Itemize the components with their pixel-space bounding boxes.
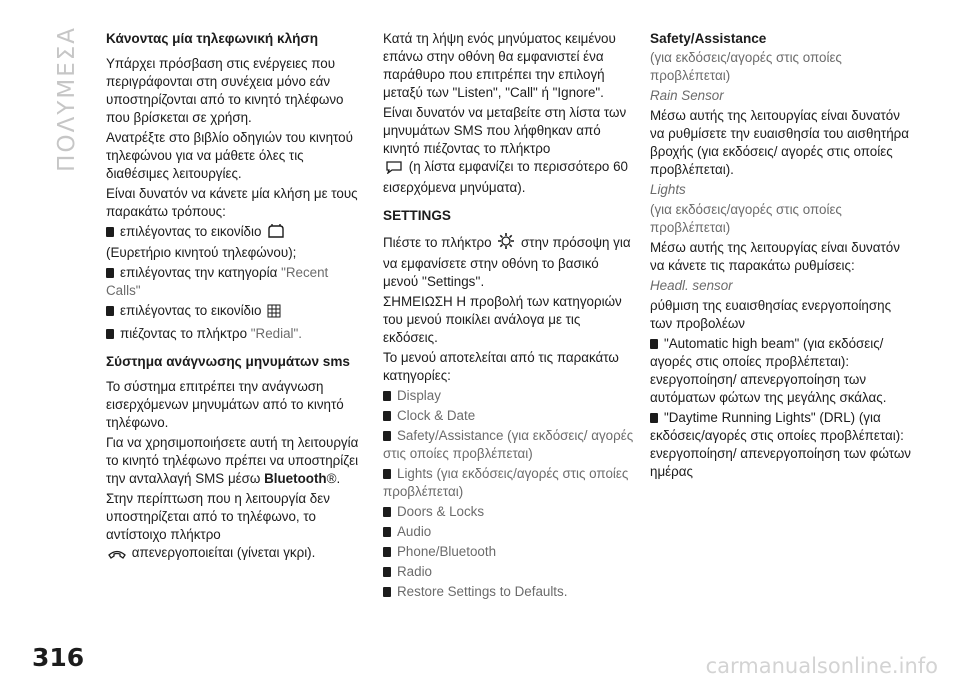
list-item-value: "Recent Calls"	[106, 265, 329, 298]
settings-category-item	[383, 563, 635, 581]
settings-category-label: Display	[397, 388, 441, 403]
checkbox-bullet-icon	[383, 567, 391, 577]
paragraph: (για εκδόσεις/αγορές στις οποίες προβλέπεται)	[650, 202, 842, 235]
end-call-icon	[108, 547, 126, 565]
section-side-title: ΠΟΛΥΜΕΣΑ	[54, 26, 80, 172]
paragraph: Κατά τη λήψη ενός μηνύματος κειμένου επάνω στην οθόνη θα εμφανιστεί ένα παράθυρο που επιτρέπει την επιλογή μεταξύ των "Listen", "Call" ή "Ignore".	[383, 31, 616, 100]
settings-category-item	[383, 503, 635, 521]
checkbox-bullet-icon	[383, 587, 391, 597]
recent-calls-grid-icon	[267, 304, 281, 323]
list-item-text: επιλέγοντας την κατηγορία	[120, 265, 278, 280]
heading-settings: SETTINGS	[383, 208, 451, 223]
checkbox-bullet-icon	[383, 469, 391, 479]
paragraph: Είναι δυνατόν να μεταβείτε στη λίστα των μηνυμάτων SMS που λήφθηκαν από κινητό πιέζοντας το πλήκτρο (η λίστα εμφανίζει το περισσότερο 60 εισερχόμενα μηνύματα).	[383, 105, 628, 195]
phonebook-icon	[267, 223, 285, 244]
settings-category-label: Safety/Assistance (για εκδόσεις/ αγορές στις οποίες προβλέπεται)	[383, 428, 634, 461]
paragraph: Πιέστε το πλήκτρο στην πρόσοψη για να εμφανίσετε στην οθόνη το βασικό μενού ''Settings''.	[383, 232, 635, 291]
settings-category-label: Radio	[397, 564, 432, 579]
checkbox-bullet-icon	[383, 411, 391, 421]
heading-sms-reader: Σύστημα ανάγνωσης μηνυμάτων sms	[106, 354, 350, 369]
list-item-value: "Redial".	[250, 326, 302, 341]
settings-category-item	[383, 427, 635, 463]
settings-category-label: Doors & Locks	[397, 504, 485, 519]
bluetooth-text: Bluetooth	[264, 471, 327, 486]
settings-category-label: Lights (για εκδόσεις/αγορές στις οποίες προβλέπεται)	[383, 466, 629, 499]
settings-category-item	[383, 543, 635, 561]
list-item	[106, 264, 366, 300]
column-2	[383, 30, 635, 603]
paragraph: Είναι δυνατόν να κάνετε μία κλήση με τους παρακάτω τρόπους:	[106, 186, 358, 219]
settings-category-label: Audio	[397, 524, 432, 539]
list-item	[106, 223, 366, 262]
settings-category-label: Phone/Bluetooth	[397, 544, 497, 559]
paragraph: Ανατρέξτε στο βιβλίο οδηγιών του κινητού τηλεφώνου για να μάθετε όλες τις διαθέσιμες λειτουργίες.	[106, 130, 353, 181]
list-item-text: επιλέγοντας το εικονίδιο	[120, 303, 262, 318]
heading-safety-assistance: Safety/Assistance	[650, 31, 767, 46]
menu-item-headl-sensor: Headl. sensor	[650, 278, 733, 293]
checkbox-bullet-icon	[383, 507, 391, 517]
checkbox-bullet-icon	[383, 547, 391, 557]
watermark: carmanualsonline.info	[705, 654, 938, 678]
checkbox-bullet-icon	[650, 413, 658, 423]
settings-gear-icon	[497, 232, 515, 255]
list-item-text: επιλέγοντας το εικονίδιο	[120, 224, 262, 239]
menu-item-lights: Lights	[650, 182, 686, 197]
list-item	[106, 325, 366, 343]
checkbox-bullet-icon	[383, 527, 391, 537]
settings-category-list	[383, 387, 635, 601]
paragraph: Στην περίπτωση που η λειτουργία δεν υποστηρίζεται από το τηλέφωνο, το αντίστοιχο πλήκτρο απενεργοποιείται (γίνεται γκρι).	[106, 490, 366, 565]
paragraph: Μέσω αυτής της λειτουργίας είναι δυνατόν να κάνετε τις παρακάτω ρυθμίσεις:	[650, 240, 900, 273]
heading-phone-call: Κάνοντας μία τηλεφωνική κλήση	[106, 31, 319, 46]
paragraph: Για να χρησιμοποιήσετε αυτή τη λειτουργία το κινητό τηλέφωνο πρέπει να υποστηρίζει την ανταλλαγή SMS μέσω Bluetooth®.	[106, 435, 359, 486]
page-number: 316	[32, 643, 85, 672]
checkbox-bullet-icon	[106, 227, 114, 237]
paragraph: Μέσω αυτής της λειτουργίας είναι δυνατόν να ρυθμίσετε την ευαισθησία του αισθητήρα βροχής (για εκδόσεις/ αγορές στις οποίες προβλέπεται).	[650, 108, 910, 177]
menu-item-rain-sensor: Rain Sensor	[650, 88, 724, 103]
checkbox-bullet-icon	[383, 391, 391, 401]
settings-category-item	[383, 583, 635, 601]
checkbox-bullet-icon	[106, 306, 114, 316]
checkbox-bullet-icon	[106, 268, 114, 278]
settings-category-item	[383, 407, 635, 425]
paragraph: (για εκδόσεις/αγορές στις οποίες προβλέπεται)	[650, 50, 842, 83]
checkbox-bullet-icon	[650, 339, 658, 349]
list-item: "Daytime Running Lights" (DRL) (για εκδόσεις/αγορές στις οποίες προβλέπεται): ενεργοποίηση/ απενεργοποίηση των φώτων ημέρας	[650, 410, 911, 479]
settings-category-item	[383, 523, 635, 541]
list-item: "Automatic high beam" (για εκδόσεις/αγορές στις οποίες προβλέπεται): ενεργοποίηση/ απενεργοποίηση των αυτόματων φώτων της μεγάλης σκάλας.	[650, 336, 887, 405]
list-item	[106, 302, 366, 323]
paragraph: Το σύστημα επιτρέπει την ανάγνωση εισερχόμενων μηνυμάτων από το κινητό τηλέφωνο.	[106, 379, 344, 430]
checkbox-bullet-icon	[106, 329, 114, 339]
paragraph: ρύθμιση της ευαισθησίας ενεργοποίησης των προβολέων	[650, 298, 892, 331]
settings-category-item	[383, 465, 635, 501]
list-item-note: (Ευρετήριο κινητού τηλεφώνου);	[106, 245, 297, 260]
paragraph: Το μενού αποτελείται από τις παρακάτω κατηγορίες:	[383, 350, 619, 383]
settings-category-label: Clock & Date	[397, 408, 476, 423]
paragraph: ΣΗΜΕΙΩΣΗ Η προβολή των κατηγοριών του μενού ποικίλει ανάλογα με τις εκδόσεις.	[383, 294, 622, 345]
settings-category-label: Restore Settings to Defaults.	[397, 584, 568, 599]
column-1	[106, 30, 366, 567]
paragraph: Υπάρχει πρόσβαση στις ενέργειες που περιγράφονται στη συνέχεια μόνο εάν υποστηρίζονται από το κινητό τηλέφωνο που βρίσκεται σε χρήση.	[106, 56, 344, 125]
checkbox-bullet-icon	[383, 431, 391, 441]
list-item-text: πιέζοντας το πλήκτρο	[120, 326, 248, 341]
settings-category-item	[383, 387, 635, 405]
column-3	[650, 30, 915, 483]
sms-list-icon	[385, 160, 403, 179]
